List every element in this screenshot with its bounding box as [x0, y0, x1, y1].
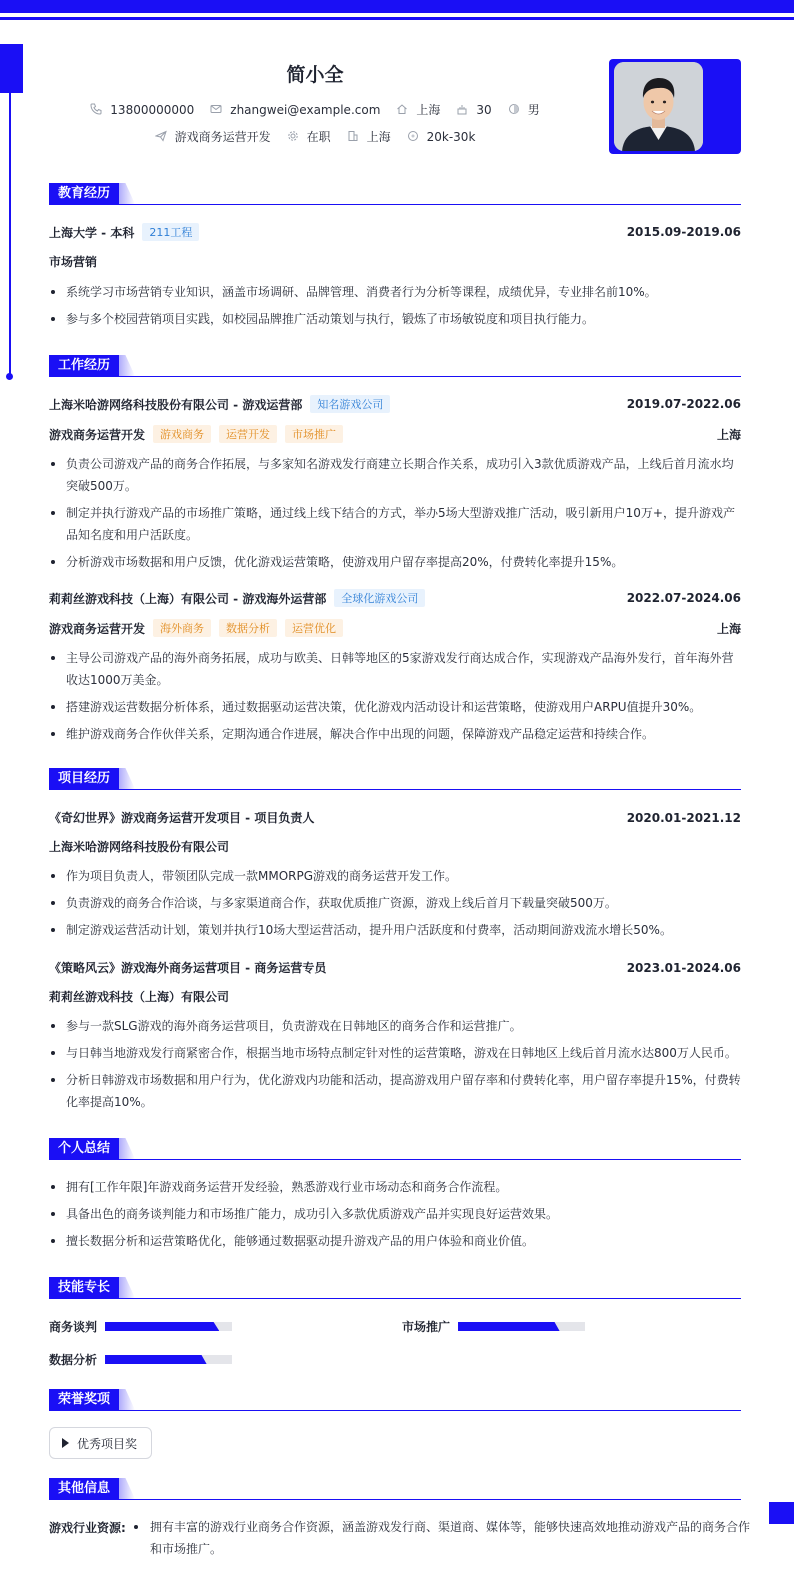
role-row: [49, 619, 741, 637]
section-title-work: [49, 355, 135, 376]
coin-icon: [407, 130, 421, 144]
location-text: 上海: [416, 103, 441, 117]
list-item: 具备出色的商务谈判能力和市场推广能力，成功引入多款优质游戏产品并实现良好运营效果。: [49, 1203, 741, 1225]
section-title-education: [49, 183, 135, 204]
skill-bar-track: [105, 1355, 232, 1364]
age-text: 30: [476, 102, 492, 117]
section-title-summary: [49, 1138, 135, 1159]
list-item: 擅长数据分析和运营策略优化，能够通过数据驱动提升游戏产品的用户体验和商业价值。: [49, 1230, 741, 1252]
candidate-name: 简小全: [286, 64, 344, 86]
major-name: 市场营销: [49, 255, 98, 269]
work-header-row: [49, 395, 741, 413]
phone-icon: [90, 103, 104, 117]
left-accent-dot: [6, 373, 13, 380]
project-header-row: [49, 959, 741, 976]
list-item: 系统学习市场营销专业知识，涵盖市场调研、品牌管理、消费者行为分析等课程，成绩优异，专业排名前10%。: [49, 281, 741, 303]
paper-plane-icon: [155, 130, 169, 144]
home-icon: [396, 103, 410, 117]
project-dates: 2020.01-2021.12: [626, 810, 741, 825]
email-info: [210, 103, 380, 117]
section-label: 个人总结: [49, 1138, 119, 1159]
section-divider: [49, 1159, 741, 1160]
company-name: 上海米哈游网络科技股份有限公司 - 游戏运营部: [49, 397, 303, 412]
location-info: [396, 101, 440, 118]
company-tag: 全球化游戏公司: [334, 589, 425, 607]
skill-tag: 市场推广: [285, 425, 343, 443]
section-divider: [49, 789, 741, 790]
skill-tag: 运营优化: [285, 619, 343, 637]
target-city-text: 上海: [366, 130, 391, 144]
school-name: 上海大学 - 本科: [49, 225, 135, 240]
award-name: 优秀项目奖: [77, 1436, 138, 1451]
list-item: 制定游戏运营活动计划，策划并执行10场大型运营活动，提升用户活跃度和付费率，活动期间游戏流水增长50%。: [49, 919, 741, 941]
summary-bullets: [49, 1176, 741, 1257]
play-icon: [62, 1438, 69, 1448]
list-item: 搭建游戏运营数据分析体系，通过数据驱动运营决策，优化游戏内活动设计和运营策略，使游戏用户ARPU值提升30%。: [49, 696, 741, 718]
email-address: zhangwei@example.com: [230, 102, 381, 117]
job-intent-row: [0, 128, 630, 145]
section-label: 其他信息: [49, 1478, 119, 1499]
award-chip: [49, 1427, 152, 1459]
section-title-tail: [119, 768, 135, 789]
list-item: 拥有[工作年限]年游戏商务运营开发经验，熟悉游戏行业市场动态和商务合作流程。: [49, 1176, 741, 1198]
top-accent-band: [0, 0, 794, 13]
section-title-tail: [119, 1277, 135, 1298]
section-divider: [49, 1410, 741, 1411]
project-company: 莉莉丝游戏科技（上海）有限公司: [49, 990, 230, 1004]
list-item: 作为项目负责人，带领团队完成一款MMORPG游戏的商务运营开发工作。: [49, 865, 741, 887]
project-bullets: [49, 865, 741, 946]
section-title-projects: [49, 768, 135, 789]
status-text: 在职: [306, 130, 331, 144]
salary-info: [407, 130, 476, 144]
other-info-text: 拥有丰富的游戏行业商务合作资源，涵盖游戏发行商、渠道商、媒体等，能够快速高效地推动游戏产品的商务合作和市场推广。: [134, 1516, 757, 1560]
skill-bar-track: [458, 1322, 585, 1331]
company-tag: 知名游戏公司: [310, 395, 390, 413]
section-label: 技能专长: [49, 1277, 119, 1298]
company-name: 莉莉丝游戏科技（上海）有限公司 - 游戏海外运营部: [49, 591, 327, 606]
skill-bar-fill: [105, 1355, 207, 1364]
list-item: 负责公司游戏产品的商务合作拓展，与多家知名游戏发行商建立长期合作关系，成功引入3款优质游戏产品，上线后首月流水均突破500万。: [49, 453, 741, 497]
work-dates: 2019.07-2022.06: [626, 397, 741, 411]
project-title: 《奇幻世界》游戏商务运营开发项目 - 项目负责人: [49, 811, 315, 825]
section-divider: [49, 376, 741, 377]
role-title: 游戏商务运营开发: [49, 427, 146, 442]
work-header-row: [49, 589, 741, 607]
skill-item: [49, 1351, 232, 1368]
skill-tag: 海外商务: [153, 619, 211, 637]
skill-name: 商务谈判: [49, 1320, 98, 1334]
project-company: 上海米哈游网络科技股份有限公司: [49, 840, 230, 854]
section-divider: [49, 1499, 741, 1500]
role-row: [49, 425, 741, 443]
list-item: 参与多个校园营销项目实践，如校园品牌推广活动策划与执行，锻炼了市场敏锐度和项目执行能力。: [49, 308, 741, 330]
project-bullets: [49, 1015, 741, 1118]
skill-item: [49, 1318, 232, 1335]
role-title: 游戏商务运营开发: [49, 621, 146, 636]
age-info: [456, 103, 491, 117]
target-city-info: [347, 128, 391, 145]
section-title-tail: [119, 1389, 135, 1410]
building-icon: [347, 130, 361, 144]
project-header-row: [49, 809, 741, 826]
gender-icon: [508, 103, 522, 117]
gear-icon: [287, 130, 301, 144]
work-city: 上海: [716, 621, 741, 636]
project-company-row: [49, 838, 741, 855]
school-tag: 211工程: [142, 223, 199, 241]
skill-tag: 游戏商务: [153, 425, 211, 443]
gender-info: [508, 101, 540, 118]
cake-icon: [456, 103, 470, 117]
section-title-tail: [119, 1138, 135, 1159]
section-title-tail: [119, 355, 135, 376]
project-dates: 2023.01-2024.06: [626, 960, 741, 975]
education-header-row: [49, 223, 741, 241]
section-title-awards: [49, 1389, 135, 1410]
section-title-skills: [49, 1277, 135, 1298]
skill-bar-track: [105, 1322, 232, 1331]
section-divider: [49, 204, 741, 205]
list-item: 分析日韩游戏市场数据和用户行为，优化游戏内功能和活动，提高游戏用户留存率和付费转化率，用户留存率提升15%，付费转化率提高10%。: [49, 1069, 741, 1113]
skill-item: [402, 1318, 585, 1335]
target-job-text: 游戏商务运营开发: [174, 130, 271, 144]
project-title: 《策略风云》游戏海外商务运营项目 - 商务运营专员: [49, 961, 327, 975]
skill-name: 市场推广: [402, 1320, 451, 1334]
list-item: 分析游戏市场数据和用户反馈，优化游戏运营策略，使游戏用户留存率提高20%，付费转化率提升15%。: [49, 551, 741, 573]
section-divider: [49, 1298, 741, 1299]
gender-text: 男: [527, 103, 540, 117]
list-item: 制定并执行游戏产品的市场推广策略，通过线上线下结合的方式，举办5场大型游戏推广活动，吸引新用户10万+，提升游戏产品知名度和用户活跃度。: [49, 502, 741, 546]
target-job-info: [155, 128, 271, 145]
major-row: [49, 253, 741, 270]
education-dates: 2015.09-2019.06: [626, 225, 741, 239]
phone-info: [90, 103, 194, 117]
work-bullets: [49, 647, 741, 750]
work-bullets: [49, 453, 741, 578]
skill-tag: 运营开发: [219, 425, 277, 443]
section-label: 教育经历: [49, 183, 119, 204]
skill-bar-fill: [458, 1322, 560, 1331]
list-item: 参与一款SLG游戏的海外商务运营项目，负责游戏在日韩地区的商务合作和运营推广。: [49, 1015, 741, 1037]
skill-name: 数据分析: [49, 1353, 98, 1367]
list-item: 负责游戏的商务合作洽谈，与多家渠道商合作，获取优质推广资源，游戏上线后首月下载量突破500万。: [49, 892, 741, 914]
project-company-row: [49, 988, 741, 1005]
education-bullets: [49, 281, 741, 335]
section-title-tail: [119, 1478, 135, 1499]
skill-bar-fill: [105, 1322, 219, 1331]
section-label: 项目经历: [49, 768, 119, 789]
contact-row: [0, 101, 630, 118]
section-title-tail: [119, 183, 135, 204]
other-info-label: 游戏行业资源:: [49, 1521, 126, 1535]
section-label: 工作经历: [49, 355, 119, 376]
work-city: 上海: [716, 427, 741, 442]
work-dates: 2022.07-2024.06: [626, 591, 741, 605]
mail-icon: [210, 103, 224, 117]
skill-tag: 数据分析: [219, 619, 277, 637]
top-accent-line: [0, 17, 794, 20]
list-item: 主导公司游戏产品的海外商务拓展，成功与欧美、日韩等地区的5家游戏发行商达成合作，实现游戏产品海外发行，首年海外营收达1000万美金。: [49, 647, 741, 691]
section-title-other: [49, 1478, 135, 1499]
profile-photo: [614, 62, 703, 151]
list-item: 与日韩当地游戏发行商紧密合作，根据当地市场特点制定针对性的运营策略，游戏在日韩地区上线后首月流水达800万人民币。: [49, 1042, 741, 1064]
status-info: [287, 128, 331, 145]
corner-accent-square: [769, 1502, 794, 1524]
phone-number: 13800000000: [110, 102, 195, 117]
list-item: 维护游戏商务合作伙伴关系，定期沟通合作进展，解决合作中出现的问题，保障游戏产品稳定运营和持续合作。: [49, 723, 741, 745]
section-label: 荣誉奖项: [49, 1389, 119, 1410]
salary-text: 20k-30k: [426, 129, 476, 144]
